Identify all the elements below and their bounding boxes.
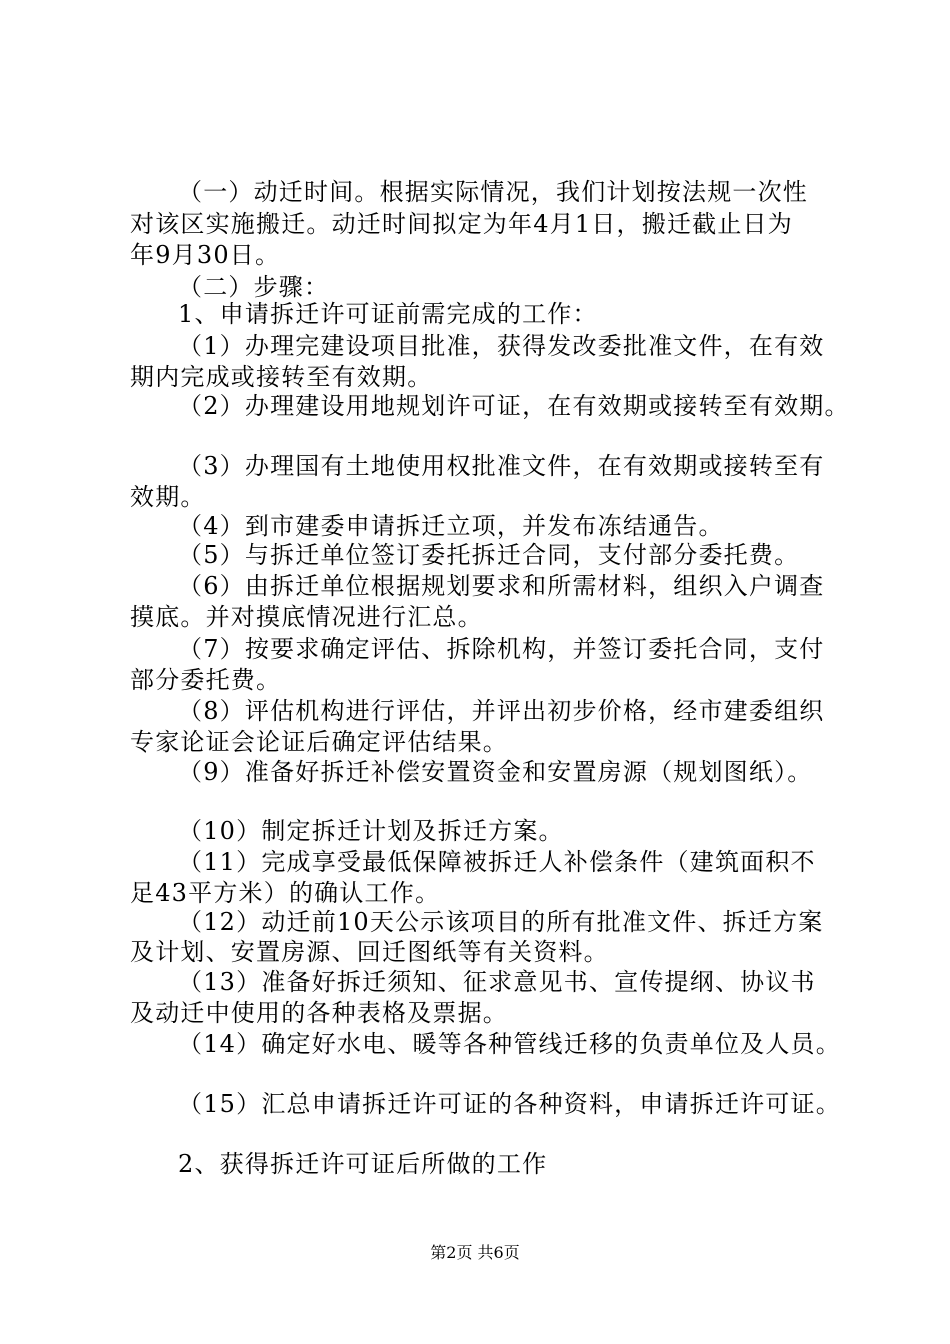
page-number-footer: 第2页 共6页 (430, 1243, 520, 1262)
text-line: 年9月30日。 (130, 241, 281, 269)
text-line: （4）到市建委申请拆迁立项，并发布冻结通告。 (178, 512, 724, 540)
text-line: （二）步骤： (178, 273, 330, 301)
text-line: （11）完成享受最低保障被拆迁人补偿条件（建筑面积不 (178, 848, 816, 876)
text-line: 效期。 (130, 483, 206, 511)
text-line: （3）办理国有土地使用权批准文件，在有效期或接转至有 (178, 452, 825, 480)
text-line: （2）办理建设用地规划许可证，在有效期或接转至有效期。 (178, 392, 850, 420)
text-line: （5）与拆迁单位签订委托拆迁合同，支付部分委托费。 (178, 541, 800, 569)
text-line: 及动迁中使用的各种表格及票据。 (130, 999, 508, 1027)
text-line: 期内完成或接转至有效期。 (130, 363, 433, 391)
text-line: 部分委托费。 (130, 666, 282, 694)
text-line: 对该区实施搬迁。动迁时间拟定为年4月1日，搬迁截止日为 (130, 210, 793, 238)
text-line: （7）按要求确定评估、拆除机构，并签订委托合同，支付 (178, 635, 825, 663)
text-line: （13）准备好拆迁须知、征求意见书、宣传提纲、协议书 (178, 968, 816, 996)
text-line: 摸底。并对摸底情况进行汇总。 (130, 603, 483, 631)
text-line: （6）由拆迁单位根据规划要求和所需材料，组织入户调查 (178, 572, 825, 600)
text-line: （14）确定好水电、暖等各种管线迁移的负责单位及人员。 (178, 1030, 841, 1058)
text-line: （15）汇总申请拆迁许可证的各种资料，申请拆迁许可证。 (178, 1090, 841, 1118)
text-line: 2、获得拆迁许可证后所做的工作 (178, 1150, 548, 1178)
text-line: （10）制定拆迁计划及拆迁方案。 (178, 817, 564, 845)
text-line: 及计划、安置房源、回迁图纸等有关资料。 (130, 938, 609, 966)
text-line: 足43平方米）的确认工作。 (130, 879, 441, 907)
text-line: （8）评估机构进行评估，并评出初步价格，经市建委组织 (178, 697, 825, 725)
text-line: （一）动迁时间。根据实际情况，我们计划按法规一次性 (178, 178, 808, 206)
text-line: （9）准备好拆迁补偿安置资金和安置房源（规划图纸）。 (178, 758, 813, 786)
text-line: （12）动迁前10天公示该项目的所有批准文件、拆迁方案 (178, 908, 824, 936)
text-line: （1）办理完建设项目批准，获得发改委批准文件，在有效 (178, 332, 825, 360)
text-line: 1、申请拆迁许可证前需完成的工作： (178, 300, 598, 328)
text-line: 专家论证会论证后确定评估结果。 (130, 728, 508, 756)
